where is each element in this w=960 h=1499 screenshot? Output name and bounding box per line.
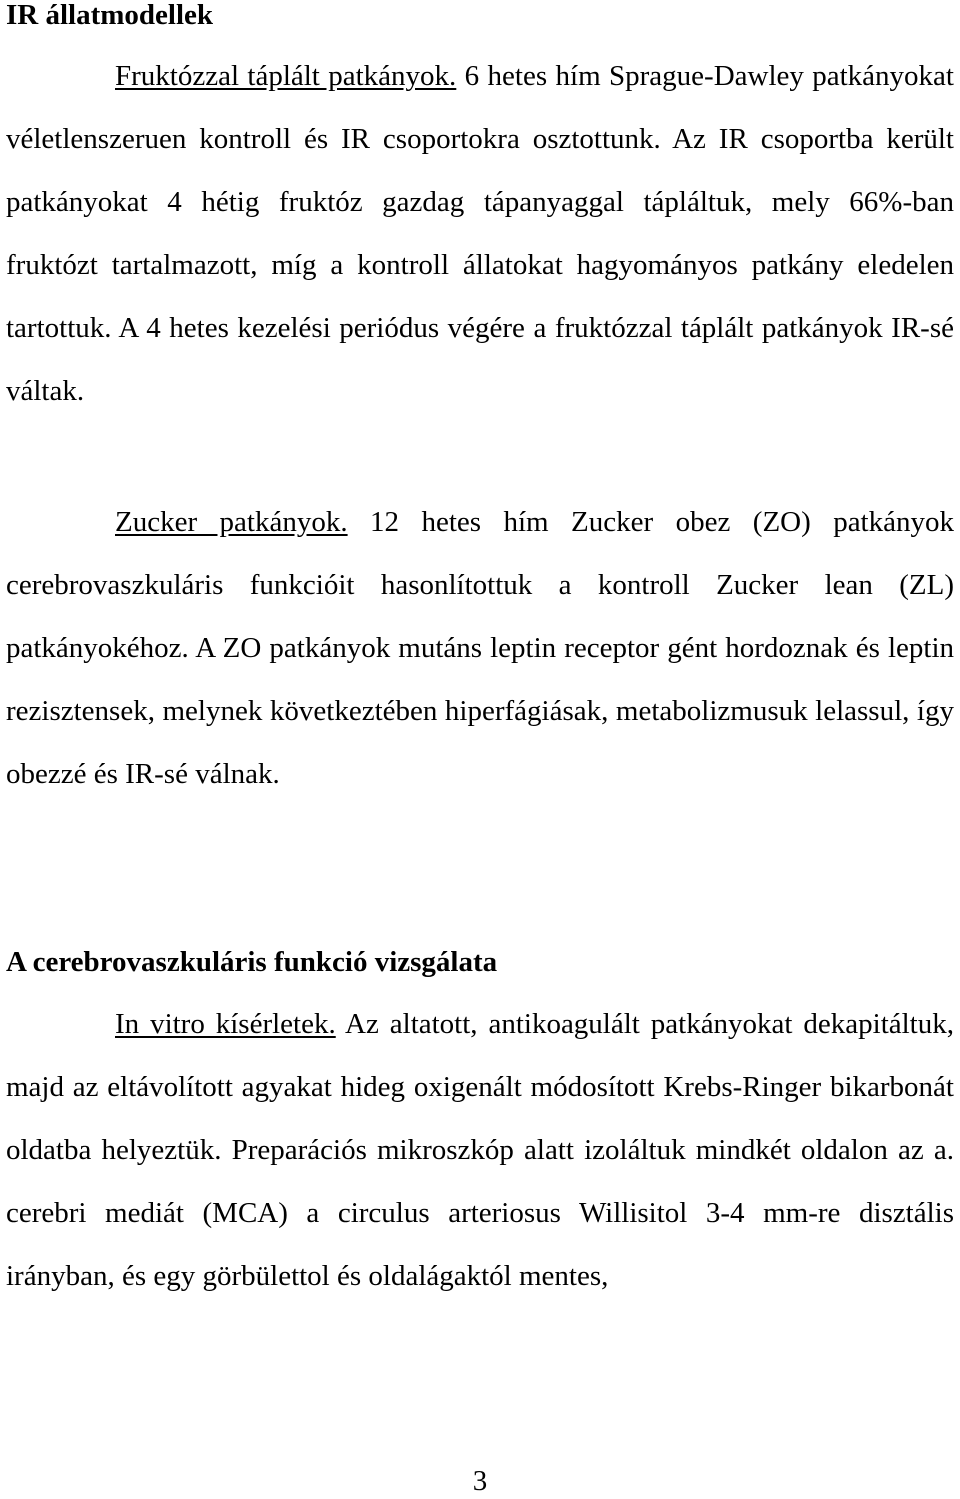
paragraph-body-zucker-rats: 12 hetes hím Zucker obez (ZO) patkányok cerebrovaszkuláris funkcióit hasonlítottuk a kontroll Zucker lean (ZL) patkányokéhoz. A ZO patkányok mutáns leptin receptor gént hordoznak és leptin rezisztensek, melynek következtében hiperfágiásak, metabolizmusuk lelassul, így obezzé és IR-sé válnak. <box>6 506 954 791</box>
paragraph-lead-fructose-rats: Fruktózzal táplált patkányok. <box>115 60 457 92</box>
paragraph-zucker-rats <box>6 491 954 806</box>
paragraph-lead-zucker-rats: Zucker patkányok. <box>115 506 348 538</box>
paragraph-in-vitro <box>6 993 954 1308</box>
paragraph-body-fructose-rats: 6 hetes hím Sprague-Dawley patkányokat véletlenszeruen kontroll és IR csoportokra osztottunk. Az IR csoportba került patkányokat 4 hétig fruktóz gazdag tápanyaggal tápláltuk, mely 66%-ban fruktózt tartalmazott, míg a kontroll állatokat hagyományos patkány eledelen tartottuk. A 4 hetes kezelési periódus végére a fruktózzal táplált patkányok IR-sé váltak. <box>6 60 954 408</box>
paragraph-body-in-vitro: Az altatott, antikoagulált patkányokat dekapitáltuk, majd az eltávolított agyakat hideg oxigenált módosított Krebs-Ringer bikarbonát oldatba helyeztük. Preparációs mikroszkóp alatt izoláltuk mindkét oldalon az a. cerebri mediát (MCA) a circulus arteriosus Willisitol 3-4 mm-re disztális irányban, és egy görbülettol és oldalágaktól mentes, <box>6 1008 954 1293</box>
page-number: 3 <box>472 1465 488 1497</box>
section-heading-cerebrovascular-function: A cerebrovaszkuláris funkció vizsgálata <box>6 946 498 978</box>
paragraph-fructose-rats <box>6 45 954 424</box>
paragraph-lead-in-vitro: In vitro kísérletek. <box>115 1008 336 1040</box>
section-heading-ir-models: IR állatmodellek <box>6 0 214 31</box>
